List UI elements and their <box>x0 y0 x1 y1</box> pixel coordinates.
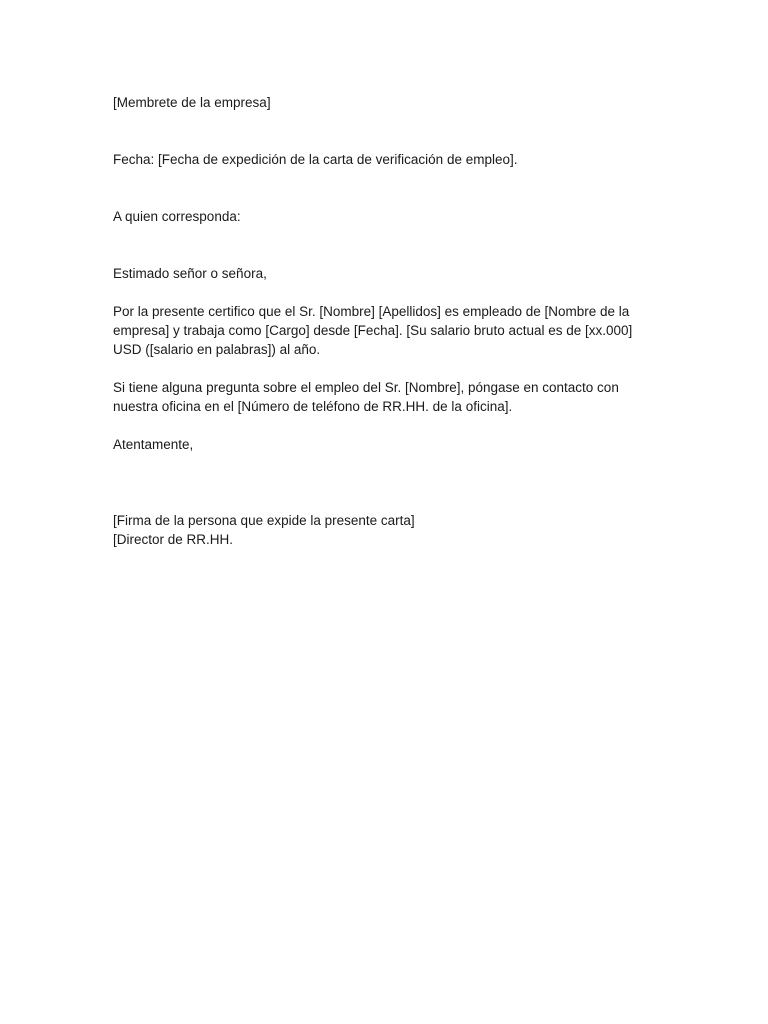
date-line: Fecha: [Fecha de expedición de la carta de verificación de empleo]. <box>113 152 518 167</box>
signature-placeholder: [Firma de la persona que expide la presente carta] <box>113 513 415 528</box>
body-paragraph-contact: Si tiene alguna pregunta sobre el empleo del Sr. [Nombre], póngase en contacto con nuestra oficina en el [Número de teléfono de RR.HH. de la oficina]. <box>113 380 619 414</box>
closing: Atentamente, <box>113 437 194 452</box>
salutation: Estimado señor o señora, <box>113 266 267 281</box>
signer-title: [Director de RR.HH. <box>113 532 234 547</box>
letterhead: [Membrete de la empresa] <box>113 95 271 110</box>
body-paragraph-certification: Por la presente certifico que el Sr. [Nombre] [Apellidos] es empleado de [Nombre de la empresa] y trabaja como [Cargo] desde [Fecha]. [Su salario bruto actual es de [xx.000] USD ([salario en palabras]) al año. <box>113 304 633 357</box>
salutation-general: A quien corresponda: <box>113 209 241 224</box>
